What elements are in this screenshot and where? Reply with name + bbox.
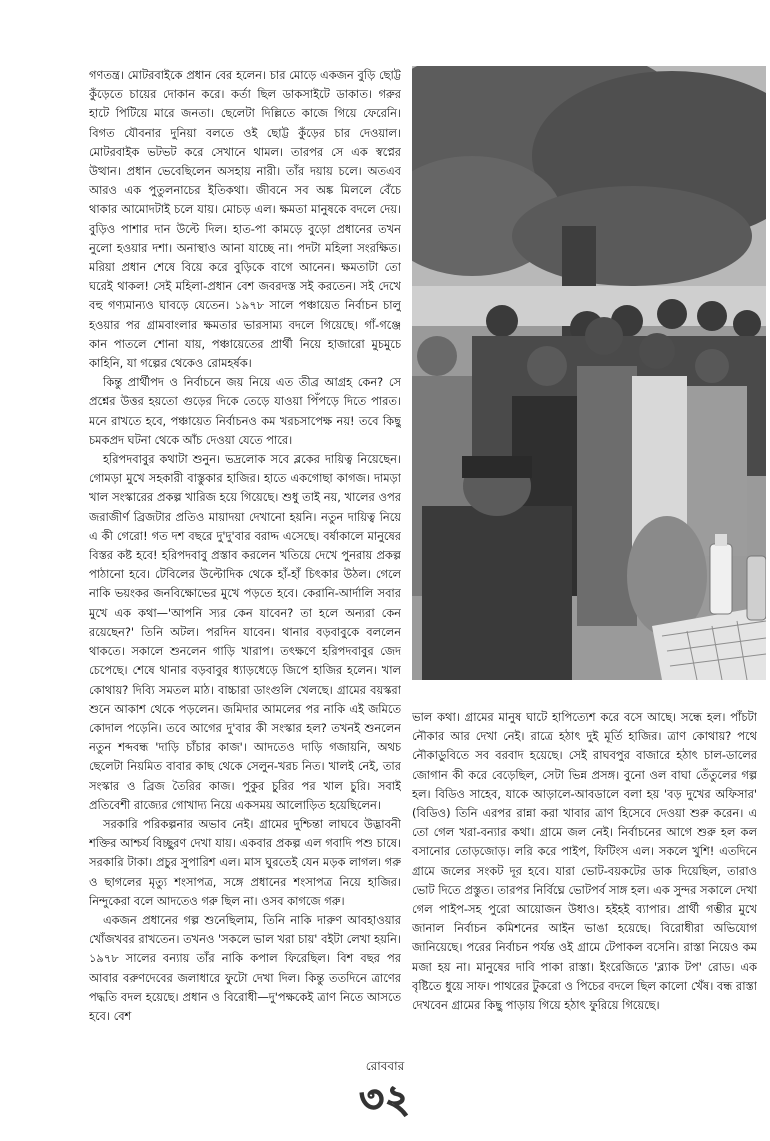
magazine-name: রোববার [365, 1059, 405, 1073]
photo-illustration [412, 66, 766, 680]
page-number: ৩২ [359, 1076, 411, 1121]
paragraph: একজন প্রধানের গল্প শুনেছিলাম, তিনি নাকি দারুণ আবহাওয়ার খোঁজখবর রাখতেন। তখনও 'সকলে ভাল খরা চায়' বইটা লেখা হয়নি। ১৯৭৮ সালের বন্যায় তাঁর নাকি কপাল ফিরেছিল। বিশ বছর পর আবার বরুণদেবের জলাধারে ফুটো দেখা দিল। কিন্তু ততদিনে ত্রাণের পদ্ধতি বদল হয়েছে। প্রধান ও বিরোধী—দু'পক্ষকেই ত্রাণ নিতে আসতে হবে। বেশ [89, 912, 401, 1023]
article-left-column [89, 66, 401, 1056]
paragraph: সরকারি পরিকল্পনার অভাব নেই। গ্রামের দুশ্চিন্তা লাঘবে উদ্ভাবনী শক্তির আশ্চর্য বিচ্ছুরণ দেখা যায়। একবার প্রকল্প এল গবাদি পশু চাষে। সরকারি টাকা। প্রচুর সুপারিশ এল। মাস ঘুরতেই যেন মড়ক লাগল। গরু ও ছাগলের মৃত্যু শংসাপত্র, সঙ্গে প্রধানের শংসাপত্র নিয়ে হাজির। নিন্দুকেরা বলে আদতেও গরু ছিল না। ওসব কাগজে গরু। [89, 816, 401, 908]
paragraph: কিন্তু প্রার্থীপদ ও নির্বাচনে জয় নিয়ে এত তীব্র আগ্রহ কেন? সে প্রশ্নের উত্তর হয়তো গুড়ের দিকে তেড়ে যাওয়া পিঁপড়ে দিতে পারত। মনে রাখতে হবে, পঞ্চায়েত নির্বাচনও কম খরচসাপেক্ষ নয়! তবে কিছু চমকপ্রদ ঘটনা থেকে আঁচ দেওয়া যেতে পারে। [89, 375, 401, 447]
article-right-column [412, 708, 757, 1058]
paragraph: হরিপদবাবুর কথাটা শুনুন। ভদ্রলোক সবে ব্লকের দায়িত্ব নিয়েছেন। গোমড়া মুখে সহকারী বাস্তুকার হাজির। হাতে একগোছা কাগজ। দামড়া খাল সংস্কারের প্রকল্প খারিজ হয়ে গিয়েছে। শুধু তাই নয়, খালের ওপর জরাজীর্ণ ব্রিজটার প্রতিও মায়াদয়া দেখানো হয়নি। নতুন দায়িত্ব নিয়ে এ কী গেরো! গত দশ বছরে দু'দু'বার বরাদ্দ এসেছে। বর্ষাকালে মানুষের বিস্তর কষ্ট হবে! হরিপদবাবু প্রস্তাব করলেন খতিয়ে দেখে পুনরায় প্রকল্প পাঠানো হবে। টেবিলের উল্টোদিক থেকে হাঁ-হাঁ চিৎকার উঠল। গেলে নাকি ভয়ংকর জনবিক্ষোভের মুখে পড়তে হবে। কেরানি-আর্দালি সবার মুখে এক কথা—'আপনি স্যর কেন যাবেন? তা হলে অন্যরা কেন রয়েছেন?' তিনি অটল। পরদিন যাবেন। থানার বড়বাবুকে বললেন থাকতে। সকালে শুনলেন গাড়ি খারাপ। তৎক্ষণে হরিপদবাবুর জেদ চেপেছে। শেষে থানার বড়বাবুর ধ্যাড়ধেড়ে জিপে হাজির হলেন। খাল কোথায়? দিব্যি সমতল মাঠ। বাচ্চারা ডাংগুলি খেলছে। গ্রামের বয়স্করা শুনে আকাশ থেকে পড়লেন। জমিদার আমলের পর নাকি এই জমিতে কোদাল পড়েনি। তবে আগের দু'বার কী সংস্কার হল? তখনই শুনলেন নতুন শব্দবন্ধ 'দাড়ি চাঁচার কাজ'। আদতেও দাড়ি গজায়নি, অথচ ছেলেটা নিয়মিত বাবার কাছ থেকে সেলুন-খরচ নিত। খালই নেই, তার সংস্কার ও ব্রিজ তৈরির কাজ। পুকুর চুরির পর খাল চুরি। সবাই প্রতিবেশী রাজ্যের গোখাদ্য নিয়ে একসময় আলোড়িত হয়েছিলেন। [89, 452, 401, 812]
village-crowd-photo [412, 66, 766, 680]
paragraph: গণতন্ত্র। মোটরবাইকে প্রধান বের হলেন। চার মোড়ে একজন বুড়ি ছোট্ট কুঁড়েতে চায়ের দোকান করে। কর্তা ছিল ডাকসাইটে ডাকাত। গরুর হাটে পিটিয়ে মারে জনতা। ছেলেটা দিল্লিতে কাজে গিয়ে ফেরেনি। বিগত যৌবনার দুনিয়া বলতে ওই ছোট্ট কুঁড়ের চার দেওয়াল। মোটরবাইক ভটভট করে সেখানে থামল। তারপর সে এক স্বপ্নের উত্থান। প্রধান ভেবেছিলেন অসহায় নারী। তাঁর দয়ায় চলে। অতএব আরও এক পুতুলনাচের ইতিকথা। জীবনে সব অঙ্ক মিললে বেঁচে থাকার আমোদটাই চলে যায়। মোচড় এল। ক্ষমতা মানুষকে বদলে দেয়। বুড়িও পাশার দান উল্টে দিল। হাত-পা কামড়ে বুড়ো প্রধানের তখন নুলো হওয়ার দশা। অনাস্থাও আনা যাচ্ছে না। পদটা মহিলা সংরক্ষিত। মরিয়া প্রধান শেষে বিয়ে করে বুড়িকে বাগে আনেন। ক্ষমতাটা তো ঘরেই থাকল! সেই মহিলা-প্রধান বেশ জবরদস্ত সই করতেন। সই দেখে বহু গণ্যমান্যও ঘাবড়ে যেতেন। ১৯৭৮ সালে পঞ্চায়েত নির্বাচন চালু হওয়ার পর গ্রামবাংলার ক্ষমতার ভারসাম্য বদলে গিয়েছে। গাঁ-গঞ্জে কান পাতলে শোনা যায়, পঞ্চায়েতের প্রার্থী নিয়ে হাজারো মুচমুচে কাহিনি, যা গল্পের থেকেও রোমহর্ষক। [89, 68, 401, 371]
paragraph: ভাল কথা। গ্রামের মানুষ ঘাটে হাপিত্যেশ করে বসে আছে। সন্ধে হল। পাঁচটা নৌকার আর দেখা নেই। রাত্রে হঠাৎ দুই মূর্তি হাজির। ত্রাণ কোথায়? পথে নৌকাডুবিতে সব বরবাদ হয়েছে। সেই রাঘবপুর বাজারে হঠাৎ চাল-ডালের জোগান কী করে বেড়েছিল, সেটা ভিন্ন প্রসঙ্গ। বুনো ওল বাঘা তেঁতুলের গল্প হল। বিডিও সাহেব, যাকে আড়ালে-আবডালে বলা হয় 'বড় দুখের অফিসার' (বিডিও) তিনি এরপর রান্না করা খাবার ত্রাণ হিসেবে দেওয়া শুরু করেন। এ তো গেল খরা-বন্যার কথা। গ্রামে জল নেই। নির্বাচনের আগে শুরু হল কল বসানোর তোড়জোড়। লরি করে পাইপ, ফিটিংস এল। সকলে খুশি! এতদিনে গ্রামে জলের সংকট দূর হবে। যারা ভোট-বয়কটের ডাক দিয়েছিল, তারাও ভোট দিতে প্রস্তুত। তারপর নির্বিঘ্নে ভোটপর্ব সাঙ্গ হল। এক সুন্দর সকালে দেখা গেল পাইপ-সহ পুরো আয়োজন উধাও। হইহই ব্যাপার। প্রার্থী গম্ভীর মুখে জানাল নির্বাচন কমিশনের আইন ভাঙা হয়েছে। বিরোধীরা অভিযোগ জানিয়েছে। পরের নির্বাচন পর্যন্ত ওই গ্রামে টেপাকল বসেনি। রাস্তা নিয়েও কম মজা হয় না। মানুষের দাবি পাকা রাস্তা। ইংরেজিতে 'ব্ল্যাক টপ' রোড। এক বৃষ্টিতে ধুয়ে সাফ। পাথরের টুকরো ও পিচের বদলে ছিল কালো খেঁষ। বন্ধ রাস্তা দেখবেন গ্রামের কিছু পাড়ায় গিয়ে হঠাৎ ফুরিয়ে গিয়েছে। [412, 710, 757, 1013]
